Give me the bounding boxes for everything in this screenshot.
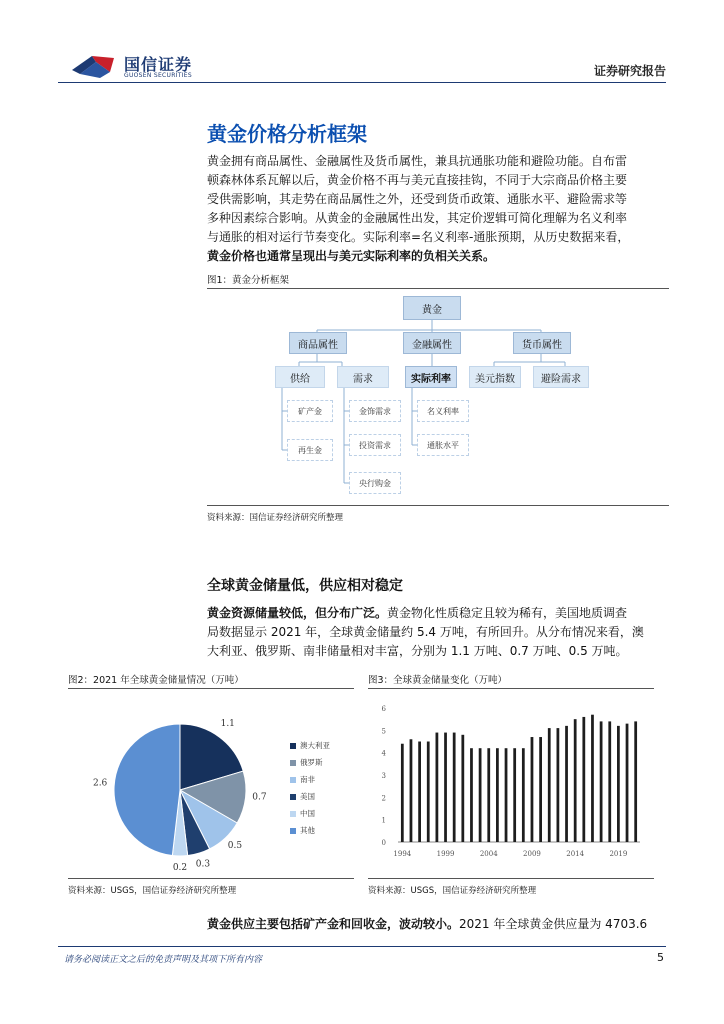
bar-2008 [522, 748, 525, 842]
para-line: 黄金拥有商品属性、金融属性及货币属性，兼具抗通胀功能和避险功能。自布雷 [207, 154, 628, 168]
bar-2007 [513, 748, 516, 842]
node-monetary: 货币属性 [513, 332, 571, 354]
legend-item [290, 791, 315, 802]
logo-english: GUOSEN SECURITIES [124, 72, 193, 79]
bar-2001 [461, 735, 464, 842]
para-line: 受供需影响，其走势在商品属性之外，还受到货币政策、通胀水平、避险需求等 [207, 192, 628, 206]
x-tick-label: 1999 [436, 850, 455, 858]
logo-name: 国信证券 [124, 55, 193, 74]
tail-bold: 黄金供应主要包括矿产金和回收金，波动较小。 [207, 917, 460, 931]
leaf-mine-gold: 矿产金 [287, 400, 333, 422]
report-type: 证券研究报告 [593, 64, 666, 78]
para-line-rest: 黄金物化性质稳定且较为稀有，美国地质调查 [387, 606, 628, 620]
pie-value-label: 1.1 [220, 718, 235, 729]
pie-value-label: 0.5 [227, 841, 243, 852]
bar-2020 [626, 724, 629, 842]
y-tick-label: 2 [381, 794, 386, 803]
y-tick-label: 4 [381, 749, 386, 758]
bar-2011 [548, 728, 551, 842]
section-title: 黄金价格分析框架 [207, 122, 367, 146]
bar-2012 [557, 728, 560, 842]
legend-item [290, 808, 315, 819]
framework-diagram [207, 290, 669, 500]
legend-swatch [290, 777, 296, 783]
para-line-bold: 黄金价格也通常呈现出与美元实际利率的负相关关系。 [207, 249, 496, 263]
bar-2006 [505, 748, 508, 842]
legend-label: 南非 [300, 775, 315, 784]
leaf-central-bank: 央行购金 [349, 472, 401, 494]
node-commodity: 商品属性 [289, 332, 347, 354]
bar-chart [368, 690, 654, 875]
figure-caption: 图3：全球黄金储量变化（万吨） [368, 675, 508, 686]
legend-item [290, 825, 315, 836]
node-safe-haven: 避险需求 [533, 366, 589, 388]
bar-2015 [582, 717, 585, 842]
y-tick-label: 3 [381, 772, 386, 780]
para-line: 顿森林体系瓦解以后，黄金价格不再与美元直接挂钩，不同于大宗商品价格主要 [207, 173, 628, 187]
para-bold-lead: 黄金资源储量较低，但分布广泛。 [207, 606, 388, 620]
footer-rule [58, 946, 666, 947]
x-tick-label: 2004 [479, 850, 498, 858]
bar-2018 [608, 721, 611, 842]
bar-2000 [453, 733, 456, 842]
bar-2021 [634, 721, 637, 842]
para-line [207, 915, 669, 934]
pie-value-label: 0.3 [195, 859, 211, 870]
bar-2017 [600, 721, 603, 842]
node-gold: 黄金 [403, 296, 461, 320]
bar-2002 [470, 748, 473, 842]
bar-2013 [565, 726, 568, 842]
legend-label: 俄罗斯 [300, 758, 323, 767]
x-tick-label: 1994 [393, 850, 412, 858]
legend-swatch [290, 794, 296, 800]
node-supply: 供给 [275, 366, 325, 388]
leaf-jewelry: 金饰需求 [349, 400, 401, 422]
bar-2004 [487, 748, 490, 842]
pie-value-label: 2.6 [92, 778, 108, 789]
bar-2003 [479, 748, 482, 842]
pie-chart [68, 690, 354, 875]
tail-paragraph [207, 915, 669, 934]
legend-swatch [290, 743, 296, 749]
legend-label: 中国 [300, 809, 315, 818]
bar-2016 [591, 715, 594, 842]
legend-item [290, 740, 330, 751]
figure-rule [207, 505, 669, 506]
bar-2019 [617, 726, 620, 842]
bar-1995 [410, 739, 413, 842]
node-real-rate: 实际利率 [405, 366, 457, 388]
x-tick-label: 2014 [566, 850, 585, 858]
y-tick-label: 6 [381, 705, 386, 713]
bar-2010 [539, 737, 542, 842]
legend-swatch [290, 811, 296, 817]
section2-paragraph [207, 604, 669, 661]
logo-mark-icon [70, 52, 120, 80]
leaf-nominal-rate: 名义利率 [417, 400, 469, 422]
node-financial: 金融属性 [403, 332, 461, 354]
para-line: 局数据显示 2021 年，全球黄金储量约 5.4 万吨，有所回升。从分布情况来看，澳 [207, 625, 644, 639]
pie-legend [68, 690, 354, 875]
node-demand: 需求 [337, 366, 389, 388]
x-tick-label: 2009 [523, 850, 541, 858]
page-number: 5 [657, 951, 664, 964]
figure-source: 资料来源：USGS，国信证券经济研究所整理 [368, 886, 537, 896]
figure-rule [68, 688, 354, 689]
para-line: 与通胀的相对运行节奏变化。实际利率=名义利率-通胀预期，从历史数据来看， [207, 230, 630, 244]
legend-item [290, 757, 323, 768]
bar-1997 [427, 742, 430, 843]
bar-1999 [444, 733, 447, 842]
node-usd-index: 美元指数 [469, 366, 521, 388]
bar-chart-svg [368, 690, 654, 875]
para-line: 多种因素综合影响。从黄金的金融属性出发，其定价逻辑可简化理解为名义利率 [207, 211, 628, 225]
tail-text: 2021 年全球黄金供应量为 4703.6 [459, 917, 648, 931]
bar-1998 [436, 733, 439, 842]
figure-caption: 图1：黄金分析框架 [207, 275, 290, 286]
company-logo [70, 52, 210, 80]
bar-2014 [574, 719, 577, 842]
figure-rule [368, 878, 654, 879]
diagram-connectors [207, 290, 669, 500]
figure-rule [368, 688, 654, 689]
y-tick-label: 5 [381, 727, 386, 736]
legend-label: 其他 [300, 826, 315, 835]
pie-value-label: 0.7 [252, 792, 267, 803]
figure-rule [207, 288, 669, 289]
legend-label: 美国 [300, 792, 315, 801]
bar-2009 [531, 737, 534, 842]
section1-paragraph [207, 152, 669, 266]
figure-source: 资料来源：国信证券经济研究所整理 [207, 513, 344, 523]
leaf-inflation: 通胀水平 [417, 434, 469, 456]
bar-2005 [496, 748, 499, 842]
legend-label: 澳大利亚 [300, 741, 330, 750]
para-line: 大利亚、俄罗斯、南非储量相对丰富，分别为 1.1 万吨、0.7 万吨、0.5 万吨。 [207, 644, 628, 658]
legend-swatch [290, 760, 296, 766]
figure-caption: 图2：2021 年全球黄金储量情况（万吨） [68, 675, 244, 686]
bar-1994 [401, 744, 404, 842]
y-tick-label: 1 [381, 816, 386, 825]
para-line [207, 604, 669, 623]
header-rule [58, 82, 666, 83]
pie-value-label: 0.2 [172, 863, 188, 873]
footer-disclaimer: 请务必阅读正文之后的免责声明及其项下所有内容 [64, 955, 263, 965]
y-tick-label: 0 [381, 839, 386, 847]
bar-1996 [418, 742, 421, 843]
leaf-recycled-gold: 再生金 [287, 439, 333, 461]
legend-swatch [290, 828, 296, 834]
legend-item [290, 774, 315, 785]
x-tick-label: 2019 [609, 850, 628, 858]
figure-source: 资料来源：USGS，国信证券经济研究所整理 [68, 886, 237, 896]
leaf-investment: 投资需求 [349, 434, 401, 456]
figure-rule [68, 878, 354, 879]
subsection-title: 全球黄金储量低，供应相对稳定 [207, 578, 403, 594]
